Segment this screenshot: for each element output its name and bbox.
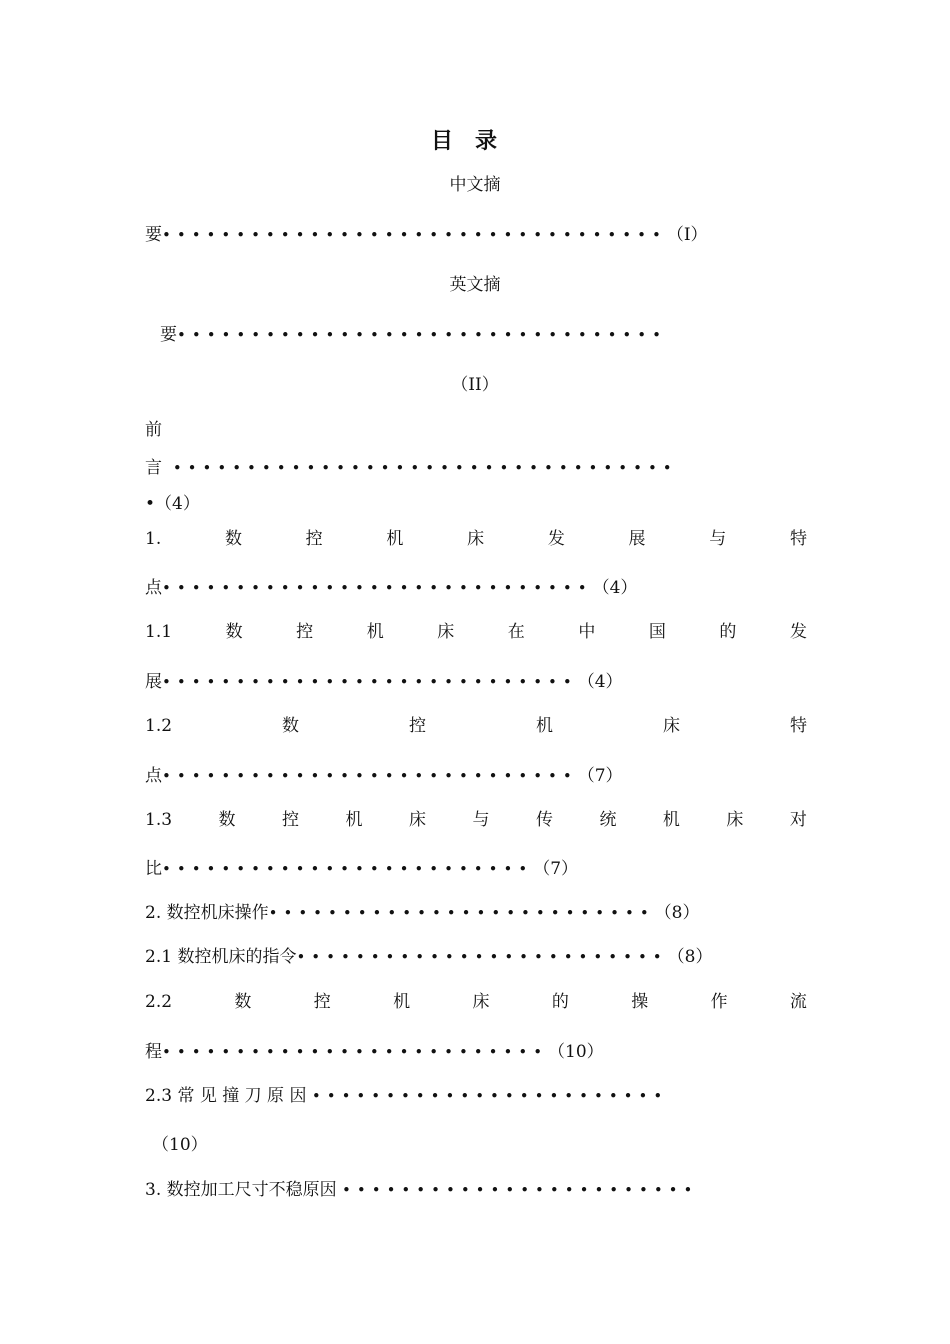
toc-en-abstract-line1: 英文摘 bbox=[449, 275, 501, 295]
page-number: •（4） bbox=[145, 494, 200, 514]
toc-section-2-3-line1: 2.3 常 见 撞 刀 原 因 •••••••••••••••••••••••• bbox=[145, 1086, 669, 1106]
page-number: （4） bbox=[592, 578, 638, 598]
toc-section-1-2-line2: 点••••••••••••••••••••••••••••（7） bbox=[145, 766, 623, 786]
toc-section-2-2-line1: 2.2 数 控 机 床 的 操 作 流 bbox=[145, 992, 807, 1012]
page-title: 目录 bbox=[430, 128, 519, 154]
page-number: （4） bbox=[577, 672, 623, 692]
page-number: （8） bbox=[667, 947, 713, 967]
page-number: （8） bbox=[654, 903, 700, 923]
toc-section-1-line1: 1. 数 控 机 床 发 展 与 特 bbox=[145, 529, 807, 549]
page-number: （7） bbox=[577, 766, 623, 786]
toc-section-1-1-line1: 1.1 数 控 机 床 在 中 国 的 发 bbox=[145, 622, 807, 642]
toc-section-1-3-line1: 1.3 数 控 机 床 与 传 统 机 床 对 bbox=[145, 810, 807, 830]
page-number: （II） bbox=[451, 375, 499, 395]
toc-preface-line2: 言 •••••••••••••••••••••••••••••••••• bbox=[145, 458, 678, 478]
toc-section-2-2-line2: 程••••••••••••••••••••••••••（10） bbox=[145, 1042, 604, 1062]
toc-section-1-3-line2: 比•••••••••••••••••••••••••（7） bbox=[145, 859, 579, 879]
toc-zh-abstract-line2: 要••••••••••••••••••••••••••••••••••（I） bbox=[145, 225, 708, 245]
page-number: （10） bbox=[548, 1042, 604, 1062]
toc-section-2: 2. 数控机床操作••••••••••••••••••••••••••（8） bbox=[145, 903, 700, 923]
toc-preface-line1: 前 bbox=[145, 420, 162, 440]
page-number: （10） bbox=[152, 1135, 208, 1155]
toc-en-abstract-line2: 要••••••••••••••••••••••••••••••••• bbox=[160, 325, 667, 345]
page-number: （7） bbox=[533, 859, 579, 879]
page-number: （I） bbox=[666, 225, 708, 245]
toc-zh-abstract-line1: 中文摘 bbox=[449, 175, 501, 195]
toc-section-1-2-line1: 1.2 数 控 机 床 特 bbox=[145, 716, 807, 736]
toc-section-1-line2: 点•••••••••••••••••••••••••••••（4） bbox=[145, 578, 638, 598]
toc-section-3: 3. 数控加工尺寸不稳原因 •••••••••••••••••••••••• bbox=[145, 1180, 699, 1200]
toc-section-1-1-line2: 展••••••••••••••••••••••••••••（4） bbox=[145, 672, 623, 692]
toc-section-2-1: 2.1 数控机床的指令•••••••••••••••••••••••••（8） bbox=[145, 947, 713, 967]
